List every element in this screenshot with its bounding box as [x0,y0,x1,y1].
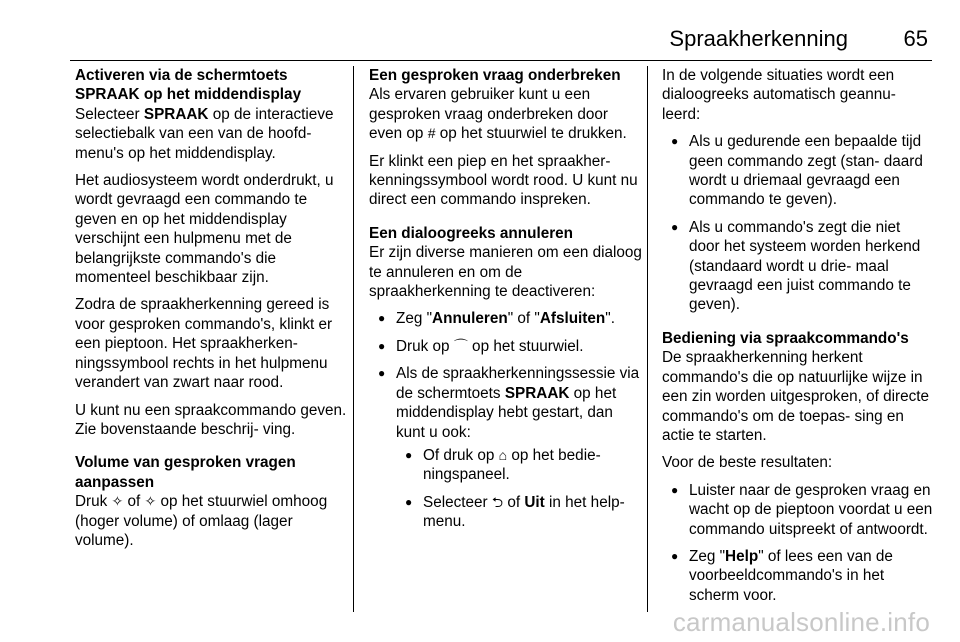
bullet-list [369,309,645,531]
section-heading: Activeren via de schermtoets [75,67,288,84]
paragraph: De spraakherkenning herkent commando's die op natuurlijke wijze in een zin worden uitgesproken, of directe commando's om de toepas- sing en actie te starten. [662,349,930,444]
back-icon: ⮌ [491,493,504,510]
text: Zeg " [689,547,726,565]
text: " of " [507,310,540,328]
text: in het help-menu. [423,493,625,531]
paragraph: In de volgende situaties wordt een dialoogreeks automatisch geannu- leerd: [662,67,896,123]
text: " of lees een van de voorbeeldcommando's in het scherm voor. [689,547,893,604]
text: op de interactieve selectiebalk van een van de hoofd- menu's op het middendisplay. [75,105,334,162]
list-item: ● Luister naar de gesproken vraag en wacht op de pieptoon voordat u een commando uitspreekt of antwoordt. [662,481,934,539]
hangup-icon: ⌒ [453,337,468,354]
paragraph: Voor de beste resultaten: [662,454,833,472]
text: op het stuurwiel omhoog (hoger volume) of omlaag (lager volume). [75,493,328,549]
list-item: ● Als u gedurende een bepaalde tijd geen commando zegt (stan- daard wordt u driemaal gevraagd een commando te geven). [662,132,934,210]
text: op het bedie- ningspaneel. [423,446,601,484]
text: op het stuurwiel. [467,337,584,355]
paragraph: Er zijn diverse manieren om een dialoog te annuleren en om de spraakherkenning te deactiveren: [369,244,642,301]
volume-down-icon: ✧ [144,493,157,510]
list-item [396,493,645,532]
bold-term: Afsluiten [539,310,606,328]
paragraph: Er klinkt een piep en het spraakher- kenningssymbool wordt rood. U kunt nu direct een commando inspreken. [369,152,638,209]
text: Of druk op [423,446,499,464]
sub-bullet-list [396,446,645,532]
paragraph: Het audiosysteem wordt onderdrukt, u wordt gevraagd een commando te geven en op het middendisplay verschijnt een hulpmenu met de belangrijkste commando's die momenteel beschikbaar zijn. [75,172,334,287]
bold-term: Uit [524,493,545,511]
paragraph [75,105,347,163]
section-heading: Volume van gesproken vragen [75,454,296,472]
column-3 [662,66,934,613]
text: Druk [75,493,112,511]
list-item [369,337,645,356]
column-2 [369,66,645,540]
page-number: 65 [903,26,928,51]
bold-term: SPRAAK [504,384,570,402]
list-item [369,309,645,328]
page-header [0,22,960,62]
text: Selecteer [75,105,144,123]
text: of [123,493,145,511]
text: Selecteer [423,493,492,511]
text: Druk op [396,337,454,355]
section-heading: Een dialoogreeks annuleren [369,224,574,242]
list-item [369,364,645,531]
text: Als ervaren gebruiker kunt u een gesproken vraag onderbreken door even op [369,86,608,143]
section-heading: Bediening via spraakcommando's [662,329,909,347]
paragraph [75,492,347,550]
column-divider [353,66,354,612]
header-divider [70,60,932,61]
watermark-text: carmanualsonline.info [672,607,930,637]
bullet-list [662,481,934,605]
text: op het stuurwiel te drukken. [435,125,627,143]
bold-term: Annuleren [432,310,508,328]
paragraph: U kunt nu een spraakcommando geven. Zie bovenstaande beschrij- ving. [75,401,347,438]
bold-term: Help [725,547,759,565]
text: Als de spraakherkenningssessie via de schermtoets [396,365,640,402]
voice-icon: # [427,125,436,142]
text: op het middendisplay hebt gestart, dan kunt u ook: [396,384,617,441]
list-item [662,547,934,605]
text: of [503,493,525,511]
list-item: ● Als u commando's zegt die niet door het systeem worden herkend (standaard wordt u drie- maal gevraagd een juist commando te geven). [662,218,934,315]
section-heading: aanpassen [75,473,155,491]
volume-up-icon: ✧ [111,493,124,510]
paragraph: Zodra de spraakherkenning gereed is voor gesproken commando's, klinkt er een pieptoon. Het spraakherken- ningssymbool rechts in het hulpmenu verandert van zwart naar rood. [75,296,333,392]
page-title: Spraakherkenning [669,26,848,51]
paragraph [369,85,645,143]
bullet-list [662,132,934,315]
column-divider [647,66,648,612]
text: ". [605,310,615,328]
bold-term: SPRAAK [143,105,209,123]
section-heading: Een gesproken vraag onderbreken [369,67,621,84]
home-icon: ⌂ [498,446,508,463]
text: Zeg " [396,310,433,328]
column-1 [75,66,347,558]
list-item [396,446,645,485]
section-heading: SPRAAK op het middendisplay [75,86,302,104]
